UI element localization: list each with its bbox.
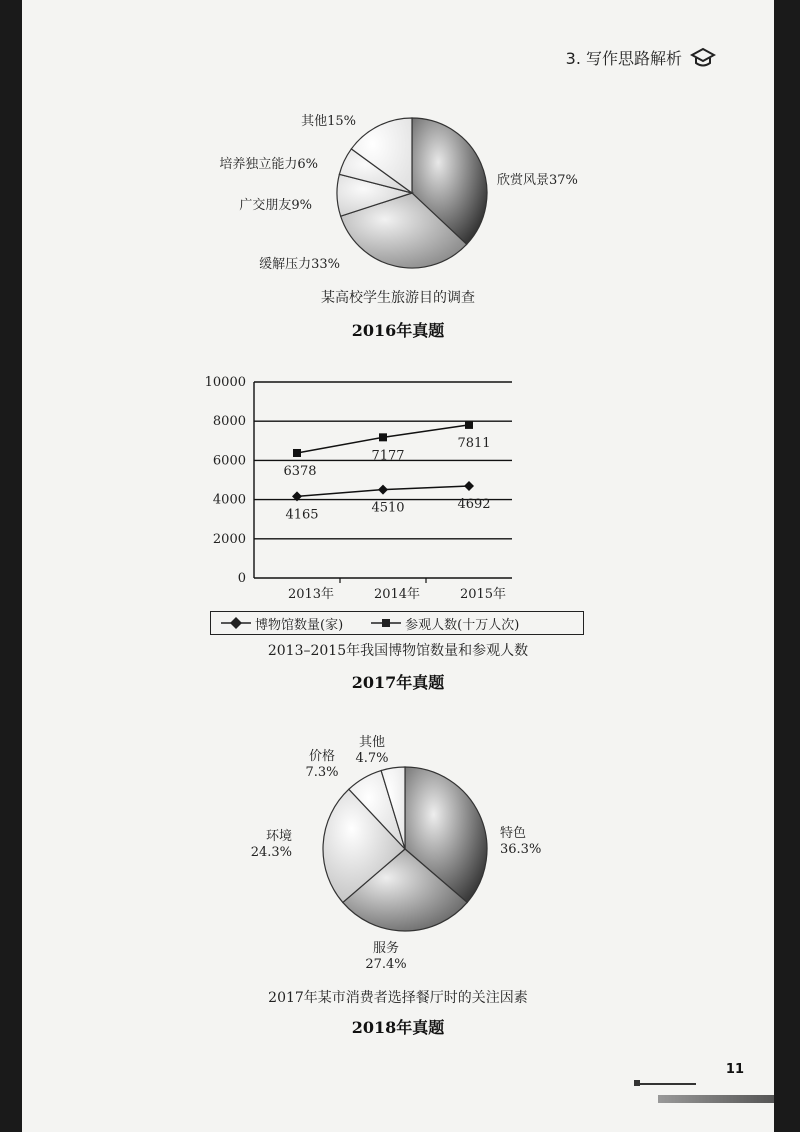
pie-slice-pct: 24.3% [250, 845, 292, 860]
pie-slice-label: 广交朋友9% [239, 198, 312, 213]
y-tick-label: 2000 [212, 531, 246, 547]
square-marker-icon [371, 617, 401, 629]
pie-chart-2016 [22, 100, 774, 290]
chart-legend [210, 611, 584, 635]
pie-slice-pct: 36.3% [500, 842, 542, 857]
pie-chart-2018 [22, 725, 774, 980]
data-label: 6378 [283, 463, 317, 479]
y-tick-label: 0 [237, 571, 246, 586]
pie-slice-label: 环境 [265, 829, 292, 844]
pie-slice-label: 欣赏风景37% [497, 173, 578, 188]
line-chart-2017 [22, 368, 774, 608]
y-tick-label: 10000 [204, 375, 246, 390]
pie-slice-label: 其他 [358, 735, 386, 750]
data-point [465, 421, 473, 429]
data-label: 4692 [457, 497, 491, 513]
graduation-cap-icon [690, 47, 716, 69]
chart-caption-2016: 某高校学生旅游目的调查 [321, 290, 475, 306]
data-point [379, 433, 387, 441]
data-label: 7811 [457, 435, 491, 451]
legend-item-museums [221, 614, 343, 633]
data-label: 7177 [371, 448, 405, 464]
section-title: 3. 写作思路解析 [565, 49, 682, 68]
pie-slice-pct: 4.7% [355, 751, 389, 766]
footer-rule [658, 1095, 774, 1103]
x-tick-label: 2013年 [287, 587, 335, 602]
data-point [378, 485, 388, 495]
book-page [22, 0, 774, 1132]
x-tick-label: 2014年 [373, 587, 421, 602]
diamond-marker-icon [221, 617, 251, 629]
data-point [293, 449, 301, 457]
year-label-2016: 2016年真题 [351, 321, 445, 340]
x-tick-label: 2015年 [459, 587, 507, 602]
pie-slice-pct: 27.4% [365, 957, 407, 972]
legend-item-visitors [371, 614, 519, 633]
chart-caption-2018: 2017年某市消费者选择餐厅时的关注因素 [268, 990, 528, 1006]
pie-slice-label: 其他15% [301, 114, 356, 129]
year-label-2018: 2018年真题 [351, 1018, 445, 1037]
chart-caption-2017: 2013–2015年我国博物馆数量和参观人数 [267, 643, 529, 659]
pie-slice-label: 特色 [500, 826, 527, 841]
pie-slice-label: 服务 [372, 941, 400, 956]
pie-slice-label: 培养独立能力6% [219, 157, 318, 172]
year-label-2017: 2017年真题 [351, 673, 445, 692]
y-tick-label: 6000 [212, 453, 246, 469]
legend-label-visitors: 参观人数(十万人次) [405, 617, 520, 633]
y-tick-label: 4000 [212, 492, 246, 508]
data-label: 4165 [285, 507, 319, 523]
legend-label-museums: 博物馆数量(家) [255, 617, 344, 633]
footer-line [636, 1083, 696, 1085]
data-label: 4510 [371, 500, 405, 516]
y-tick-label: 8000 [212, 414, 246, 430]
data-point [464, 481, 474, 491]
section-header [566, 46, 716, 69]
page-number: 11 [725, 1062, 744, 1077]
pie-slice-label: 价格 [308, 749, 336, 764]
pie-slice-pct: 7.3% [305, 765, 339, 780]
pie-slice-label: 缓解压力33% [259, 257, 340, 272]
